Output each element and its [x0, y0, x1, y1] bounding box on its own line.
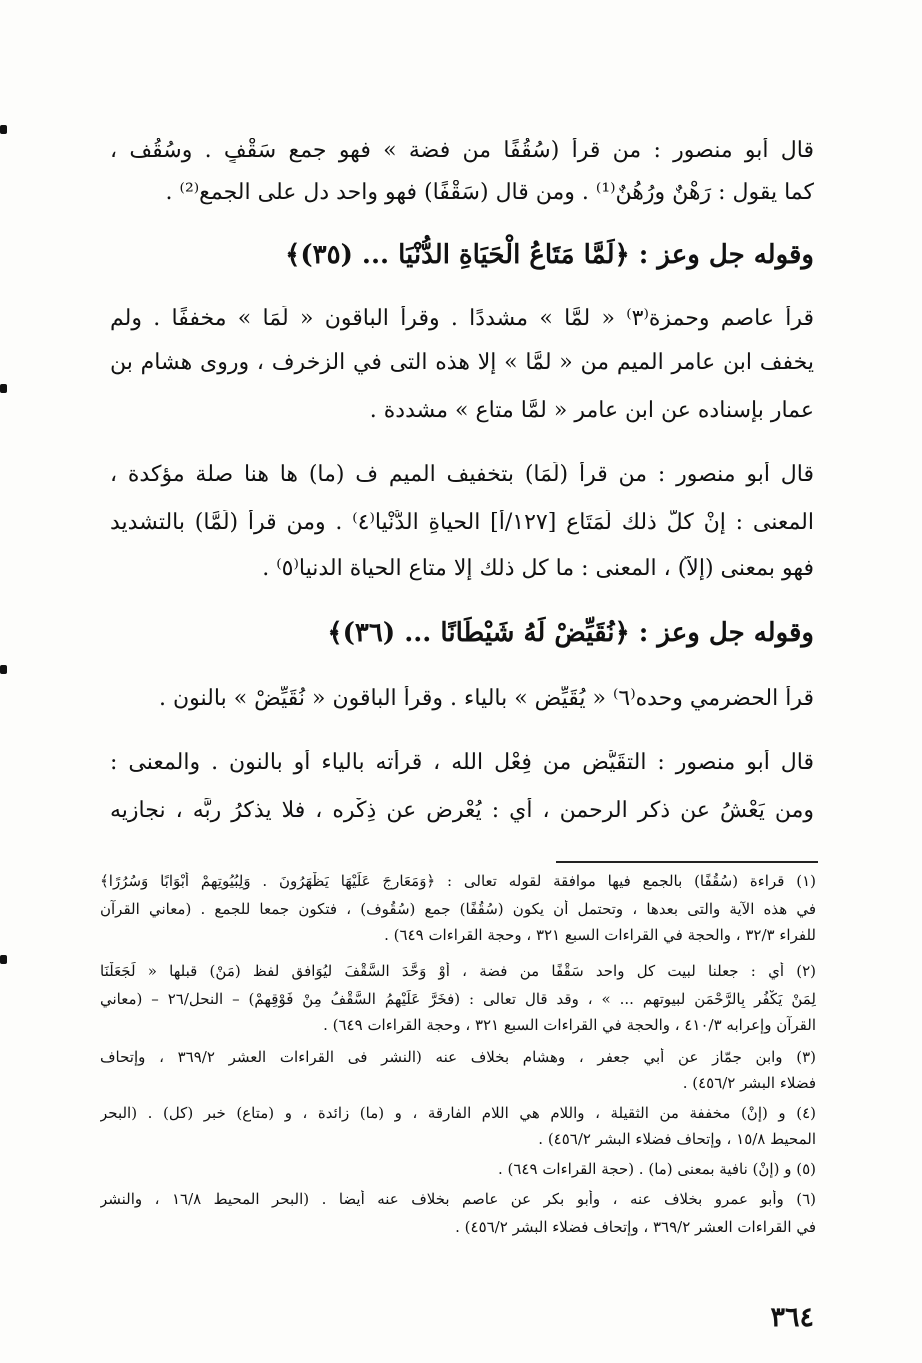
body-line: المعنى : إنْ كلُّ ذلك لَمَتَاع [١٢٧/أ] الحياةِ الدُّنْيا⁽٤⁾ . ومن قرأ (لَمَّا) بالتشديد [110, 510, 814, 535]
footnote-line: في هذه الآية والتى بعدها ، وتحتمل أن يكون (سُقُفًا) جمع (سُقُوف) ، فتكون جمعا للجمع . (معاني القرآن [100, 900, 816, 918]
footnote-line: القرآن وإعرابه ٤١٠/٣ ، والحجة في القراءات السبع ٣٢١ ، وحجة القراءات ٦٤٩) . [323, 1016, 816, 1034]
body-line: ومن يَعْشُ عن ذكر الرحمن ، أي : يُعْرِض عن ذِكْرِه ، فلا يذكرُ ربَّه ، نجازيه [110, 798, 814, 823]
footnote-line: لِمَنْ يَكْفُر بِالرَّحْمَنِ لبيوتهم ... » ، وقد قال تعالى : (فخَرَّ عَلَيْهِمُ السَّقْفُ مِنْ فَوْقِهِمْ) – النحل/٢٦ – (معاني [100, 990, 816, 1008]
page-number: ٣٦٤ [770, 1302, 814, 1333]
body-line: قال أبو منصور : من قرأ (لَمَا) بتخفيف الميم ف (ما) ها هنا صلة مؤكدة ، [110, 462, 814, 487]
body-line: قرأ الحضرمي وحده⁽٦⁾ « يُقَيِّض » بالياء . وقرأ الباقون « نُقَيِّضْ » بالنون . [159, 686, 814, 711]
verse-heading: وقوله جل وعز : ﴿لَمَّا مَتَاعُ الْحَيَاةِ الدُّنْيَا ... (٣٥)﴾ [285, 240, 814, 270]
footnote-line: في القراءات العشر ٣٦٩/٢ ، وإتحاف فضلاء البشر ٤٥٦/٢) . [455, 1218, 816, 1236]
body-line: قرأ عاصم وحمزة⁽٣⁾ « لمَّا » مشددًا . وقرأ الباقون « لَمَا » مخففًا . ولم [110, 306, 814, 331]
body-line: كما يقول : رَهْنٌ ورُهُنٌ⁽¹⁾ . ومن قال (سَقْفًا) فهو واحد دل على الجمع⁽²⁾ . [165, 180, 814, 205]
body-line: فهو بمعنى (إلاَّ) ، المعنى : ما كل ذلك إلا متاع الحياة الدنيا⁽٥⁾ . [262, 556, 814, 581]
footnote-line: (٥) و (إنْ) نافية بمعنى (ما) . (حجة القراءات ٦٤٩) . [497, 1160, 816, 1178]
body-line: قال أبو منصور : من قرأ (سُقُفًا من فضة » فهو جمع سَقْفٍ . وسُقُف ، [110, 138, 814, 163]
verse-heading: وقوله جل وعز : ﴿نُقَيِّضْ لَهُ شَيْطَانًا ... (٣٦)﴾ [327, 618, 814, 648]
footnote-line: للفراء ٣٢/٣ ، والحجة في القراءات السبع ٣٢١ ، وحجة القراءات ٦٤٩) . [384, 926, 816, 944]
margin-mark [0, 384, 7, 393]
footnote-line: (٦) وأبو عمرو بخلاف عنه ، وأبو بكر عن عاصم بخلاف عنه أيضا . (البحر المحيط ١٦/٨ ، والنشر [100, 1190, 816, 1208]
footnote-line: (٤) و (إنْ) مخففة من الثقيلة ، واللام هي اللام الفارقة ، و (ما) زائدة ، و (متاع) خبر (كل) . (البحر [100, 1104, 816, 1122]
body-line: قال أبو منصور : التقَيُّض من فِعْل الله ، قرأته بالياء أو بالنون . والمعنى : [110, 750, 814, 775]
margin-mark [0, 955, 7, 964]
body-line: يخفف ابن عامر الميم من « لمَّا » إلا هذه التى في الزخرف ، وروى هشام بن [110, 350, 814, 375]
body-line: عمار بإسناده عن ابن عامر « لمَّا متاع » مشددة . [369, 398, 814, 423]
footnote-line: فضلاء البشر ٤٥٦/٢) . [682, 1074, 816, 1092]
margin-mark [0, 665, 7, 674]
footnote-line: (٣) وابن جمّاز عن أبي جعفر ، وهشام بخلاف عنه (النشر فى القراءات العشر ٣٦٩/٢ ، وإتحاف [100, 1048, 816, 1066]
footnote-line: (١) قراءة (سُقُفًا) بالجمع فيها موافقة لقوله تعالى : ﴿وَمَعَارِجَ عَلَيْهَا يَظْهَرُونَ . وَلِبُيُوتِهِمْ أَبْوَابًا وَسُرُرًا﴾ [100, 872, 816, 890]
footnote-line: (٢) أي : جعلنا لبيت كل واحد سَقْفًا من فضة ، أوْ وَحَّدَ السَّقْفَ ليُوَافق لفظ (مَنْ) قبلها « لَجَعَلْنَا [100, 962, 816, 980]
footnote-line: المحيط ١٥/٨ ، وإتحاف فضلاء البشر ٤٥٦/٢) . [538, 1130, 816, 1148]
margin-mark [0, 125, 7, 134]
footnote-separator [556, 861, 818, 863]
